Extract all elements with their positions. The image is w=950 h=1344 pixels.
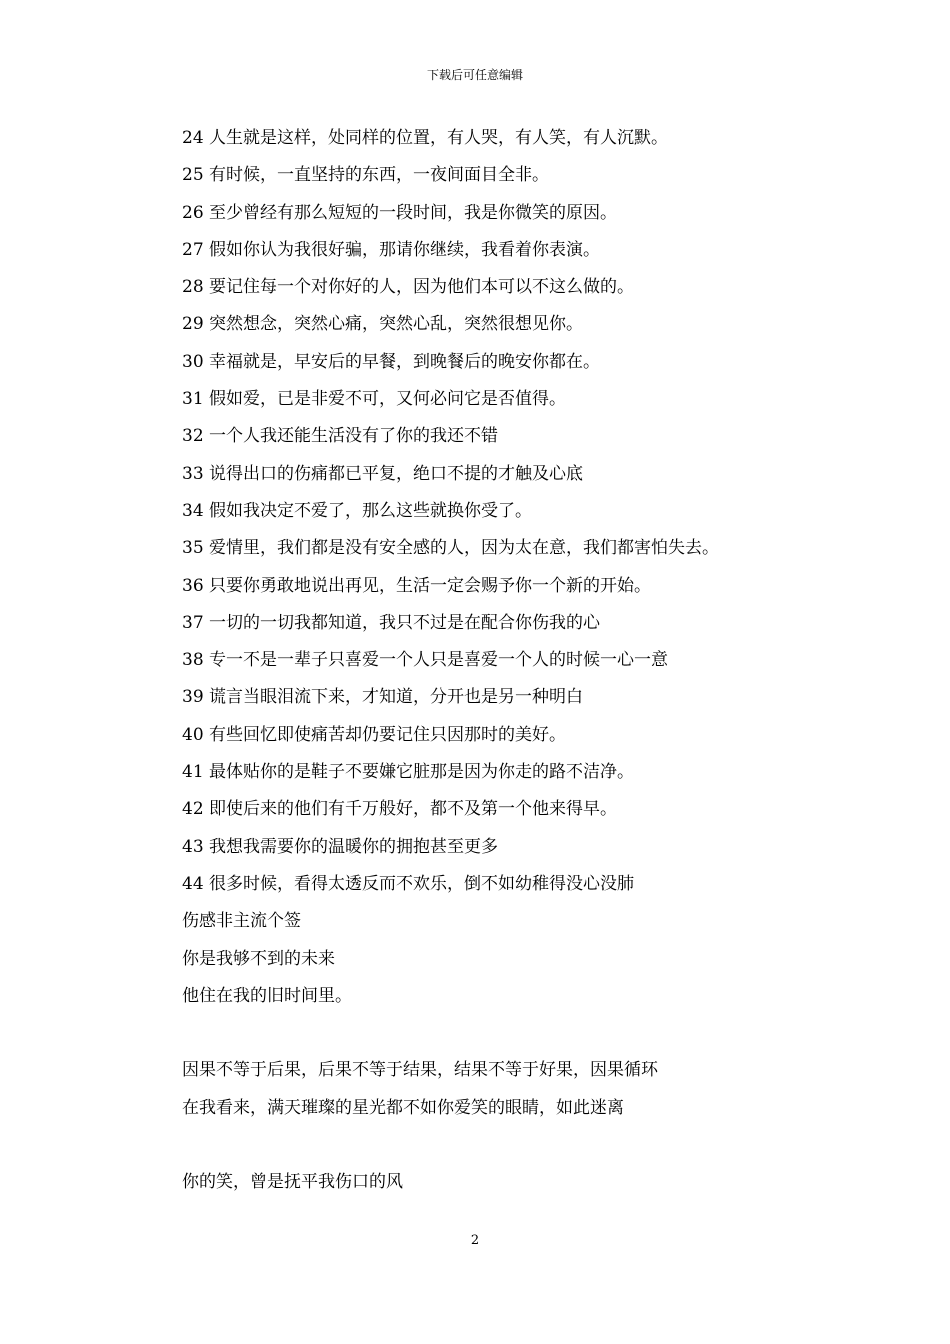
- text-line: 29 突然想念，突然心痛，突然心乱，突然很想见你。: [182, 314, 584, 335]
- text-line: 在我看来，满天璀璨的星光都不如你爱笑的眼睛，如此迷离: [182, 1097, 624, 1118]
- text-line: 33 说得出口的伤痛都已平复，绝口不提的才触及心底: [182, 463, 584, 484]
- text-line: 39 谎言当眼泪流下来，才知道，分开也是另一种明白: [182, 687, 584, 708]
- text-line: 42 即使后来的他们有千万般好，都不及第一个他来得早。: [182, 799, 618, 820]
- text-line: 44 很多时候，看得太透反而不欢乐，倒不如幼稚得没心没肺: [182, 873, 635, 894]
- text-line: 37 一切的一切我都知道，我只不过是在配合你伤我的心: [182, 612, 601, 633]
- blank-line: [182, 1019, 822, 1056]
- text-line: 27 假如你认为我很好骗，那请你继续，我看着你表演。: [182, 239, 601, 260]
- text-line: 25 有时候，一直坚持的东西，一夜间面目全非。: [182, 165, 550, 186]
- text-line: 34 假如我决定不爱了，那么这些就换你受了。: [182, 500, 533, 521]
- text-line: 35 爱情里，我们都是没有安全感的人，因为太在意，我们都害怕失去。: [182, 538, 720, 559]
- text-line: 32 一个人我还能生活没有了你的我还不错: [182, 426, 499, 447]
- text-line: 43 我想我需要你的温暖你的拥抱甚至更多: [182, 836, 499, 857]
- text-line: 26 至少曾经有那么短短的一段时间，我是你微笑的原因。: [182, 202, 618, 223]
- text-line: 36 只要你勇敢地说出再见，生活一定会赐予你一个新的开始。: [182, 575, 652, 596]
- text-line: 你是我够不到的未来: [182, 948, 335, 969]
- document-body: [182, 124, 822, 1206]
- text-line: 他住在我的旧时间里。: [182, 985, 352, 1006]
- page-header: 下载后可任意编辑: [426, 68, 523, 82]
- section-heading: 伤感非主流个签: [182, 911, 301, 932]
- text-line: 38 专一不是一辈子只喜爱一个人只是喜爱一个人的时候一心一意: [182, 650, 669, 671]
- text-line: 因果不等于后果，后果不等于结果，结果不等于好果，因果循环: [182, 1060, 658, 1081]
- text-line: 24 人生就是这样，处同样的位置，有人哭，有人笑，有人沉默。: [182, 128, 669, 148]
- text-line: 40 有些回忆即使痛苦却仍要记住只因那时的美好。: [182, 724, 567, 745]
- text-line: 41 最体贴你的是鞋子不要嫌它脏那是因为你走的路不洁净。: [182, 762, 635, 783]
- blank-line: [182, 1131, 822, 1168]
- page-number: 2: [470, 1233, 480, 1248]
- text-line: 28 要记住每一个对你好的人，因为他们本可以不这么做的。: [182, 277, 635, 298]
- text-line: 30 幸福就是，早安后的早餐，到晚餐后的晚安你都在。: [182, 351, 601, 372]
- text-line: 31 假如爱，已是非爱不可，又何必问它是否值得。: [182, 389, 567, 410]
- text-line: 你的笑，曾是抚平我伤口的风: [182, 1172, 403, 1193]
